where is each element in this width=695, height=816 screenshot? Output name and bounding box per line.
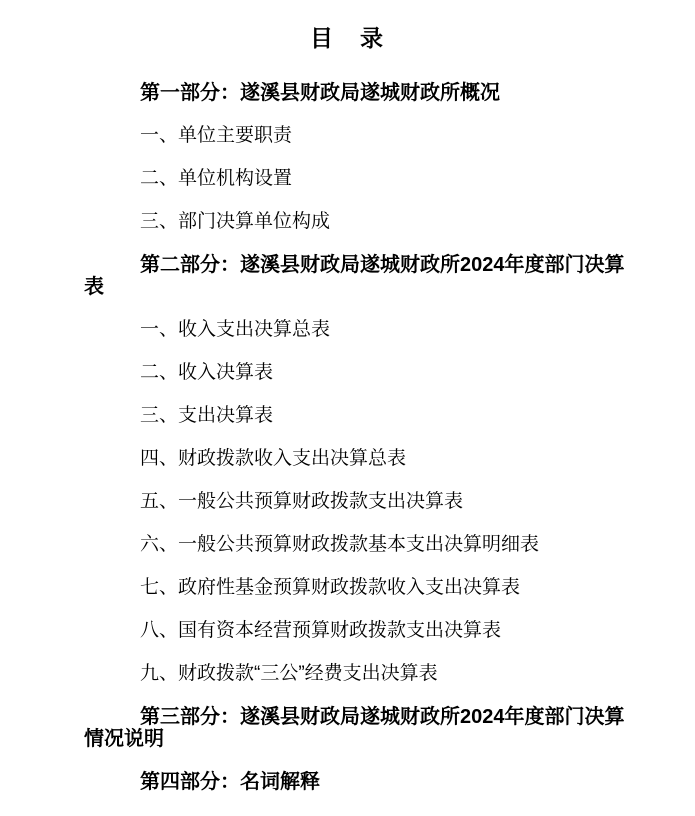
toc-item: 七、政府性基金预算财政拨款收入支出决算表 <box>140 577 521 598</box>
toc-heading-part4: 第四部分：名词解释 <box>140 771 320 793</box>
toc-item: 九、财政拨款“三公”经费支出决算表 <box>140 663 438 684</box>
toc-item: 二、单位机构设置 <box>140 168 293 189</box>
toc-item: 五、一般公共预算财政拨款支出决算表 <box>140 491 464 512</box>
toc-item: 三、部门决算单位构成 <box>140 211 331 232</box>
toc-content <box>0 82 636 793</box>
toc-heading-part3: 第三部分：遂溪县财政局遂城财政所2024年度部门决算情况说明 <box>84 706 625 750</box>
toc-heading-part2: 第二部分：遂溪县财政局遂城财政所2024年度部门决算表 <box>84 254 625 298</box>
toc-item: 一、收入支出决算总表 <box>140 319 331 340</box>
toc-item: 一、单位主要职责 <box>140 125 293 146</box>
toc-item: 六、一般公共预算财政拨款基本支出决算明细表 <box>140 534 540 555</box>
toc-heading-part1: 第一部分：遂溪县财政局遂城财政所概况 <box>140 82 500 104</box>
toc-item: 二、收入决算表 <box>140 362 274 383</box>
toc-item: 四、财政拨款收入支出决算总表 <box>140 448 407 469</box>
toc-item: 三、支出决算表 <box>140 405 274 426</box>
toc-title: 目 录 <box>310 25 385 51</box>
toc-item: 八、国有资本经营预算财政拨款支出决算表 <box>140 620 502 641</box>
